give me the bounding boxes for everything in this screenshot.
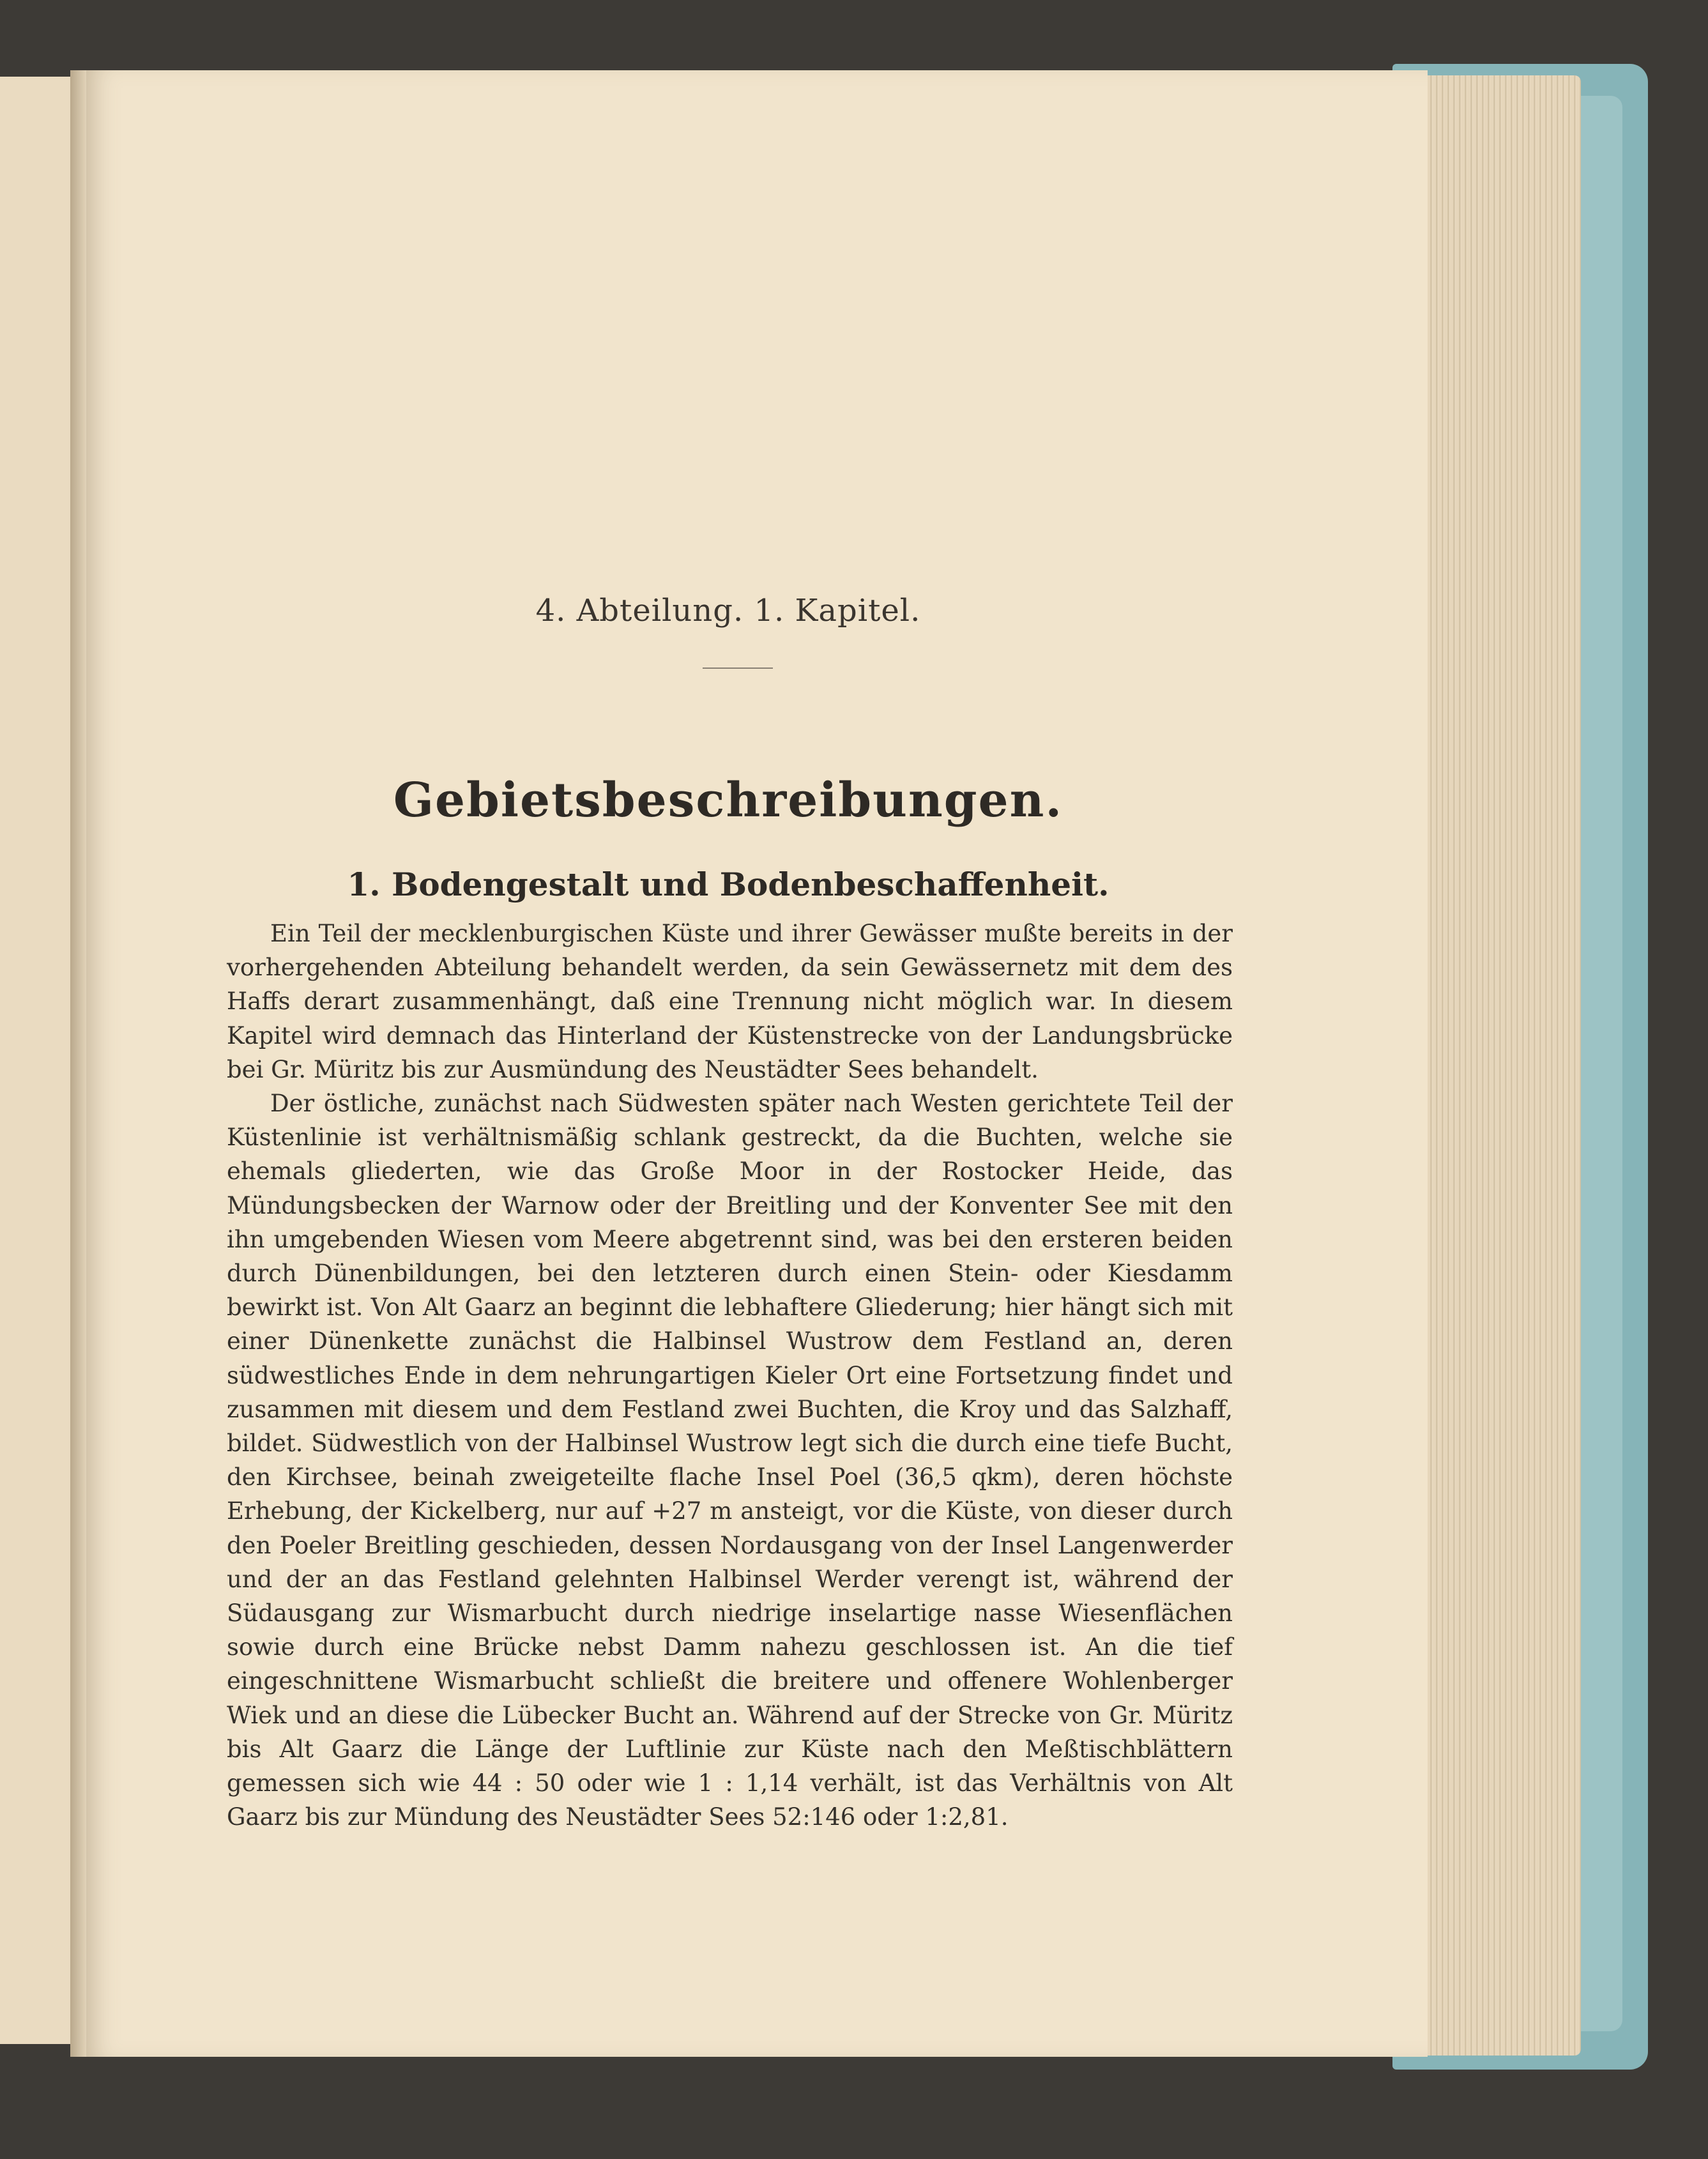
- section-heading: 1. Bodengestalt und Bodenbeschaffenheit.: [347, 866, 1109, 903]
- left-page-edge: [0, 77, 75, 2044]
- paragraph-2: Der östliche, zunächst nach Südwesten später nach Westen gerichtete Teil der Küstenlinie ist verhältnismäßig schlank gestreckt, da die Buchten, welche sie ehemals gliederten, wie das Große Moor in der Rostocker Heide, das Mündungsbecken der Warnow oder der Breitling und der Konventer See mit den ihn umgebenden Wiesen vom Meere abgetrennt sind, was bei den ersteren beiden durch Dünenbildungen, bei den letzteren durch einen Stein- oder Kiesdamm bewirkt ist. Von Alt Gaarz an beginnt die lebhaftere Gliederung; hier hängt sich mit einer Dünenkette zunächst die Halbinsel Wustrow dem Festland an, deren südwestliches Ende in dem nehrungartigen Kieler Ort eine Fortsetzung findet und zusammen mit diesem und dem Festland zwei Buchten, die Kroy und das Salzhaff, bildet. Südwestlich von der Halbinsel Wustrow legt sich die durch eine tiefe Bucht, den Kirchsee, beinah zweigeteilte flache Insel Poel (36,5 qkm), deren höchste Erhebung, der Kickelberg, nur auf +27 m ansteigt, vor die Küste, von dieser durch den Poeler Breitling geschieden, dessen Nordausgang von der Insel Langenwerder und der an das Festland gelehnten Halbinsel Werder verengt ist, während der Südausgang zur Wismarbucht durch niedrige inselartige nasse Wiesenflächen sowie durch eine Brücke nebst Damm nahezu geschlossen ist. An die tief eingeschnittene Wismarbucht schließt die breitere und offenere Wohlenberger Wiek und an diese die Lübecker Bucht an. Während auf der Strecke von Gr. Müritz bis Alt Gaarz die Länge der Luftlinie zur Küste nach den Meßtischblättern gemessen sich wie 44 : 50 oder wie 1 : 1,14 verhält, ist das Verhältnis von Alt Gaarz bis zur Mündung des Neustädter Sees 52:146 oder 1:2,81.: [227, 1090, 1233, 1831]
- paragraph-1: Ein Teil der mecklenburgischen Küste und ihrer Gewässer mußte bereits in der vorhergehenden Abteilung behandelt werden, da sein Gewässernetz mit dem des Haffs derart zusammenhängt, daß eine Trennung nicht möglich war. In diesem Kapitel wird demnach das Hinterland der Küstenstrecke von der Landungsbrücke bei Gr. Müritz bis zur Ausmündung des Neustädter Sees behandelt.: [227, 920, 1233, 1083]
- book-cover-edge: [1578, 96, 1622, 2031]
- page-stack-edge: [1421, 75, 1581, 2056]
- chapter-heading: 4. Abteilung. 1. Kapitel.: [535, 593, 921, 629]
- heading-divider: [703, 668, 773, 669]
- page-title: Gebietsbeschreibungen.: [393, 773, 1064, 828]
- body-text: [227, 917, 1233, 1834]
- book-page: [86, 70, 1428, 2057]
